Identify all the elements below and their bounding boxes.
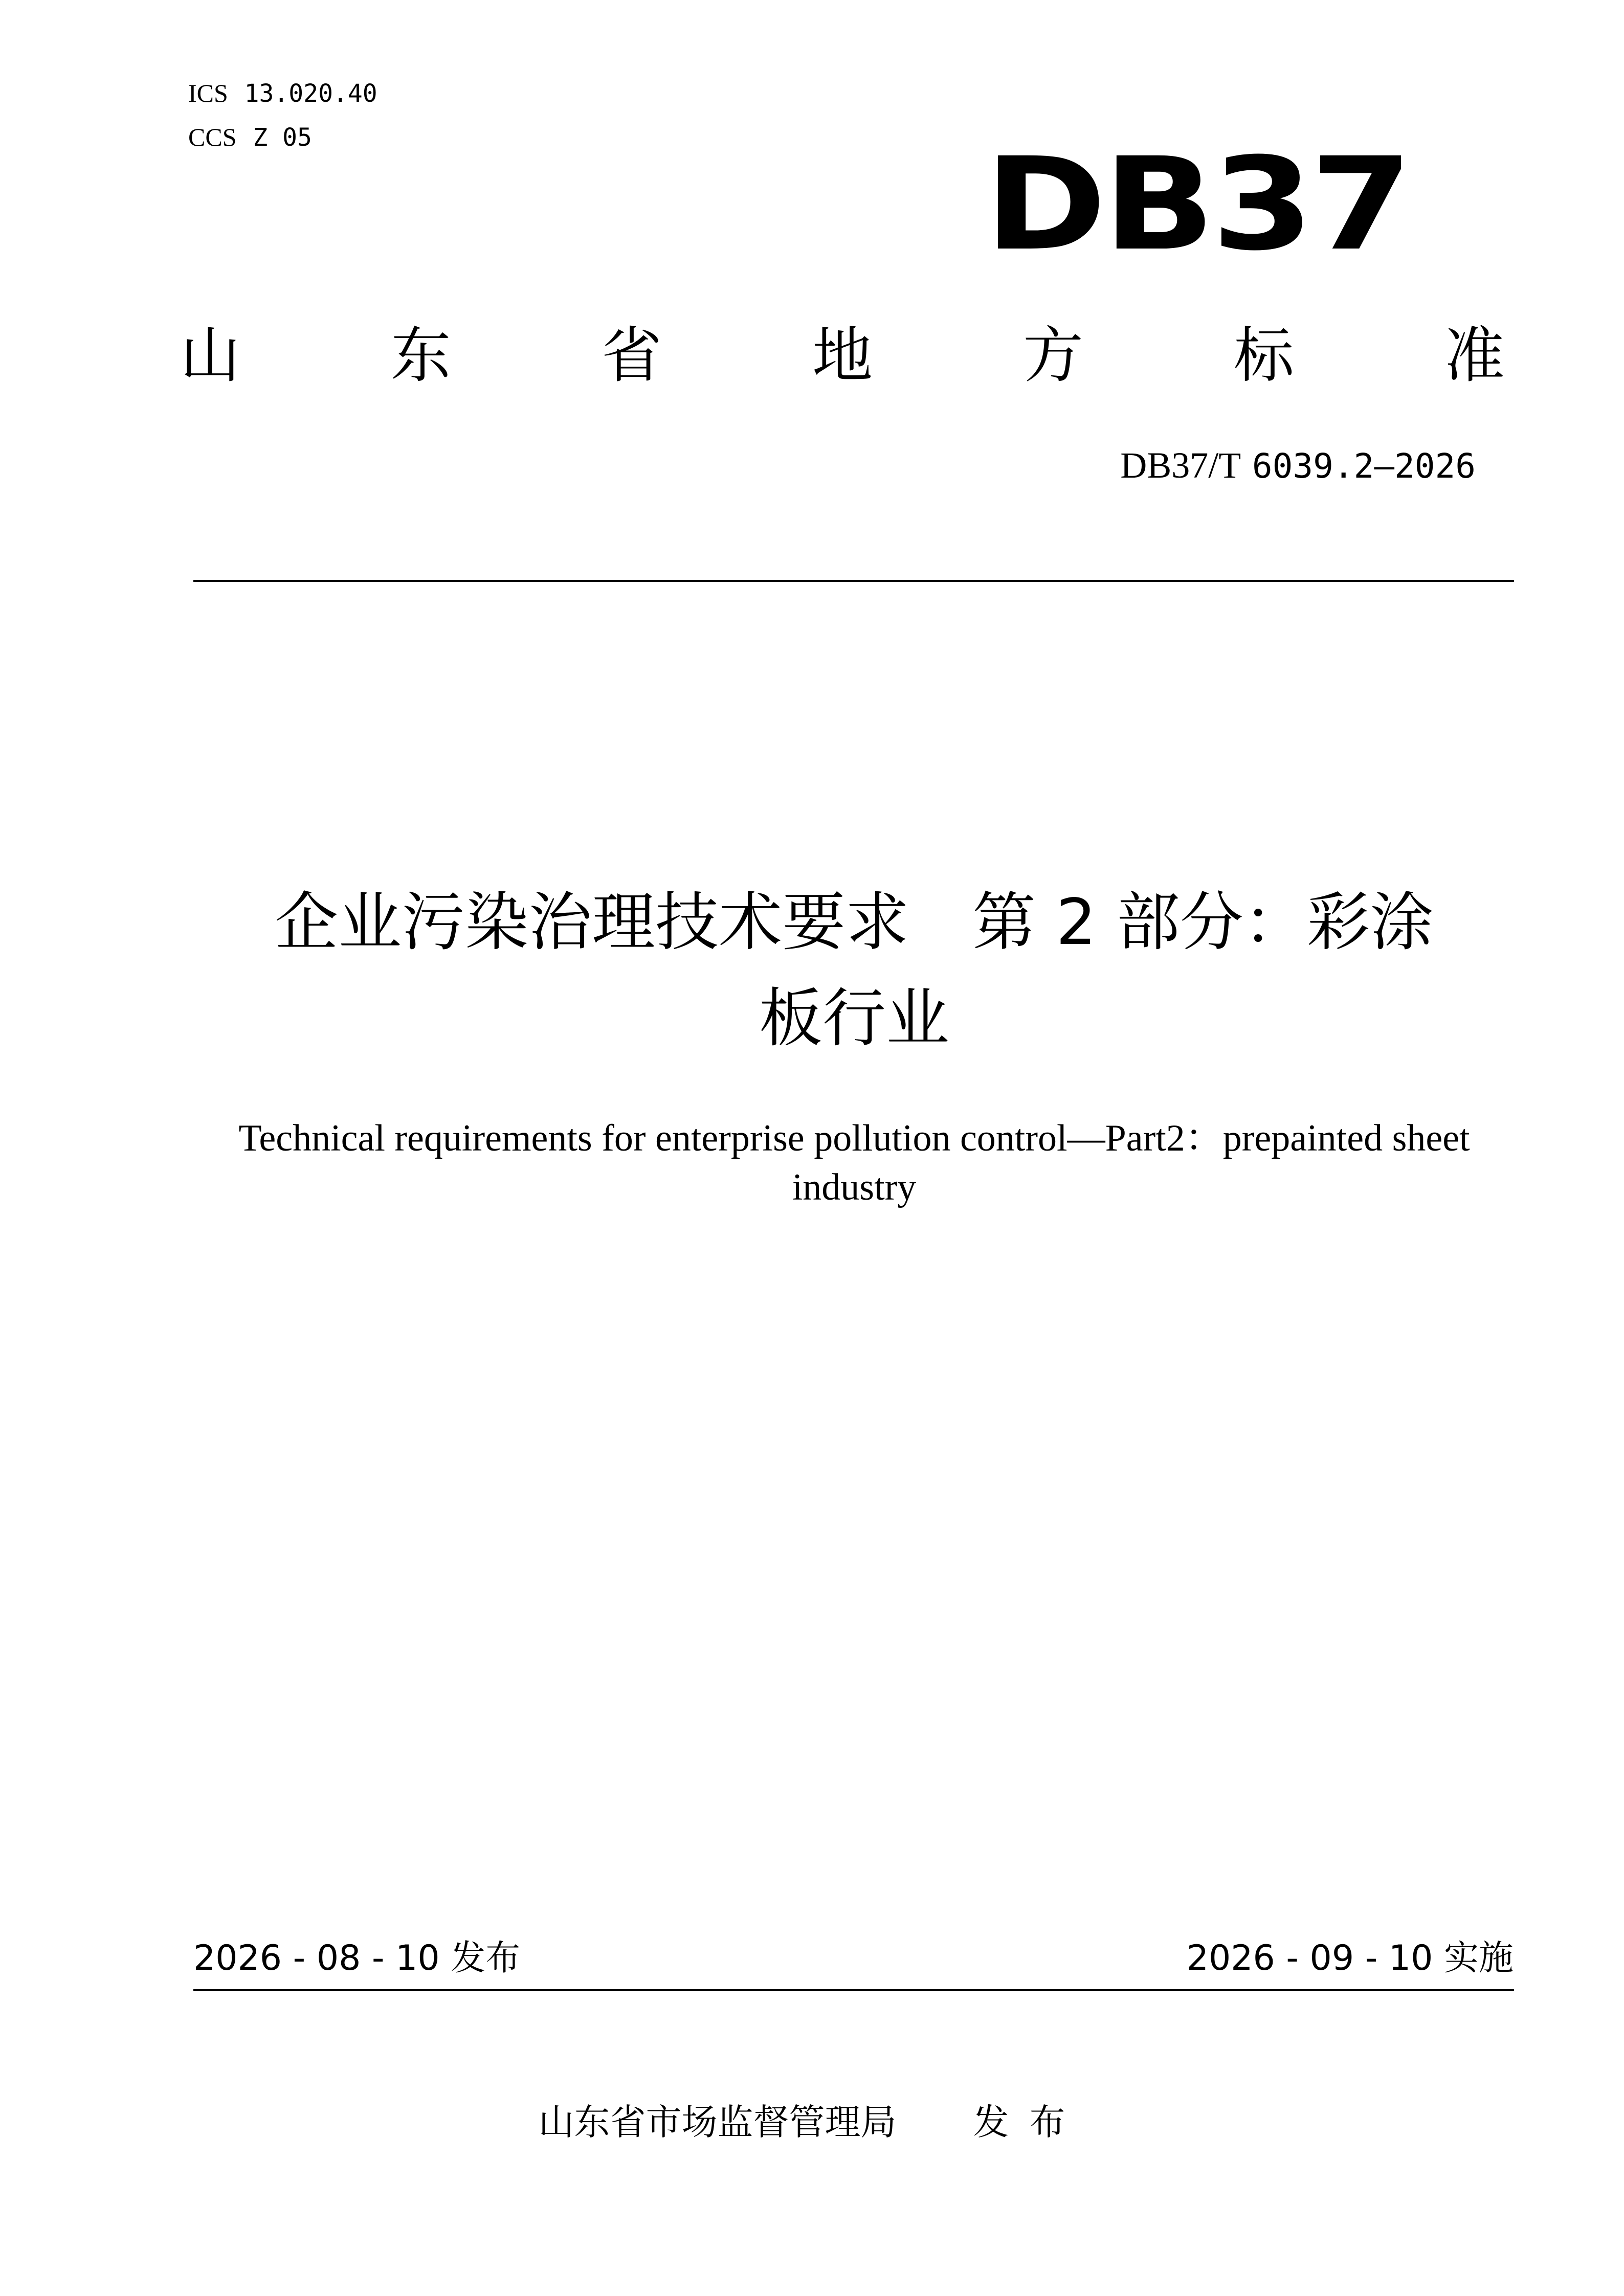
ccs-classification — [188, 122, 312, 153]
standard-number-prefix: DB37/T — [1120, 445, 1241, 486]
ccs-code: Z 05 — [253, 123, 312, 152]
issue-date: 2026 - 08 - 10 发布 — [193, 1938, 521, 1978]
ics-classification — [188, 78, 377, 109]
publisher-name: 山东省市场监督管理局 — [538, 2101, 897, 2143]
standard-number — [1120, 445, 1476, 487]
ccs-label: CCS — [188, 123, 237, 151]
bottom-divider — [193, 1989, 1514, 1991]
chinese-title — [194, 874, 1514, 1067]
chinese-title-line-1: 企业污染治理技术要求 第 2 部分：彩涂 — [275, 886, 1434, 959]
standard-type-char: 山 — [180, 320, 241, 391]
standard-type-char: 地 — [812, 320, 873, 391]
english-title-line-2: industry — [792, 1166, 917, 1208]
ics-label: ICS — [188, 79, 228, 107]
standard-number-value: 6039.2—2026 — [1252, 446, 1476, 486]
standard-type-char: 方 — [1022, 320, 1083, 391]
db37-logo: DB37 — [984, 130, 1409, 279]
standard-type-char: 标 — [1233, 320, 1294, 391]
chinese-title-line-2: 板行业 — [759, 982, 949, 1055]
english-title — [194, 1114, 1514, 1212]
standard-type-char: 准 — [1444, 320, 1505, 391]
top-divider — [193, 580, 1514, 582]
standard-type-char: 省 — [601, 320, 662, 391]
publisher-line — [0, 2099, 1624, 2145]
ics-code: 13.020.40 — [244, 79, 377, 108]
standard-type-char: 东 — [390, 320, 451, 391]
publisher-action: 发布 — [973, 2101, 1086, 2143]
english-title-line-1: Technical requirements for enterprise pollution control—Part2：prepainted sheet — [238, 1117, 1470, 1159]
implementation-date: 2026 - 09 - 10 实施 — [1186, 1938, 1514, 1978]
standard-type-heading — [180, 320, 1505, 391]
